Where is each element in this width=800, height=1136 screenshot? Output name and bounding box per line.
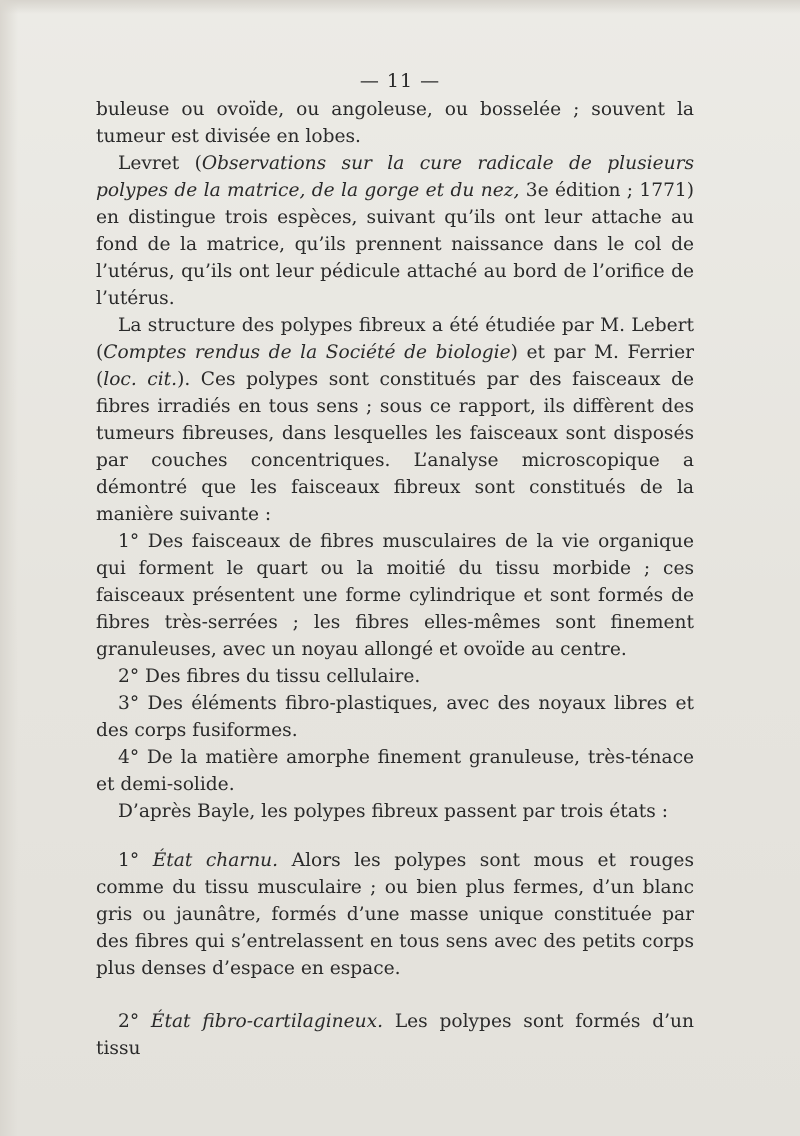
citation-abbrev: loc. cit. bbox=[103, 369, 178, 390]
paragraph-6: 3° Des éléments fibro-plastiques, avec des noyaux libres et des corps fusiformes. bbox=[96, 693, 694, 741]
state-title: État charnu. bbox=[152, 850, 279, 871]
paragraph-9: 1° État charnu. Alors les polypes sont mous et rouges comme du tissu musculaire ; ou bien plus fermes, d’un blanc gris ou jaunâtre, formés d’une masse unique constituée par des fibres qui s’entrelassent en tous sens avec des petits corps plus denses d’espace en espace. bbox=[96, 850, 694, 979]
paragraph-10: 2° État fibro-cartilagineux. Les polypes sont formés d’un tissu bbox=[96, 1011, 694, 1059]
cited-title: Observations sur la cure radicale de plusieurs polypes de la matrice, de la gorge et du nez, bbox=[96, 153, 695, 201]
paragraph-4: 1° Des faisceaux de fibres musculaires de la vie organique qui forment le quart ou la moitié du tissu morbide ; ces faisceaux présentent une forme cylindrique et sont formés de fibres très-serrées ; les fibres elles-mêmes sont finement granuleuses, avec un noyau allongé et ovoïde au centre. bbox=[96, 531, 694, 660]
page-number: — 11 — bbox=[359, 70, 441, 92]
paragraph-3: La structure des polypes fibreux a été étudiée par M. Lebert (Comptes rendus de la Société de biologie) et par M. Ferrier (loc. cit.). Ces polypes sont constitués par des faisceaux de fibres irradiés en tous sens ; sous ce rapport, ils diffèrent des tumeurs fibreuses, dans lesquelles les faisceaux sont disposés par couches concentriques. L’analyse microscopique a démontré que les faisceaux fibreux sont constitués de la manière suivante : bbox=[96, 315, 694, 525]
state-title: État fibro-cartilagineux. bbox=[150, 1011, 384, 1032]
paragraph-2: Levret (Observations sur la cure radicale de plusieurs polypes de la matrice, de la gorge et du nez, 3e édition ; 1771) en distingue trois espèces, suivant qu’ils ont leur attache au fond de la matrice, qu’ils prennent naissance dans le col de l’utérus, qu’ils ont leur pédicule attaché au bord de l’orifice de l’utérus. bbox=[96, 153, 695, 309]
paragraph-5: 2° Des fibres du tissu cellulaire. bbox=[118, 666, 421, 687]
body-text bbox=[96, 96, 694, 1062]
paragraph-1: buleuse ou ovoïde, ou angoleuse, ou bosselée ; souvent la tumeur est divisée en lobes. bbox=[96, 99, 694, 147]
paragraph-7: 4° De la matière amorphe finement granuleuse, très-ténace et demi-solide. bbox=[96, 747, 694, 795]
page-edge-shadow-top bbox=[0, 0, 800, 14]
paragraph-8: D’après Bayle, les polypes fibreux passent par trois états : bbox=[118, 801, 668, 822]
page-edge-shadow-left bbox=[0, 0, 18, 1136]
cited-title: Comptes rendus de la Société de biologie bbox=[103, 342, 511, 363]
